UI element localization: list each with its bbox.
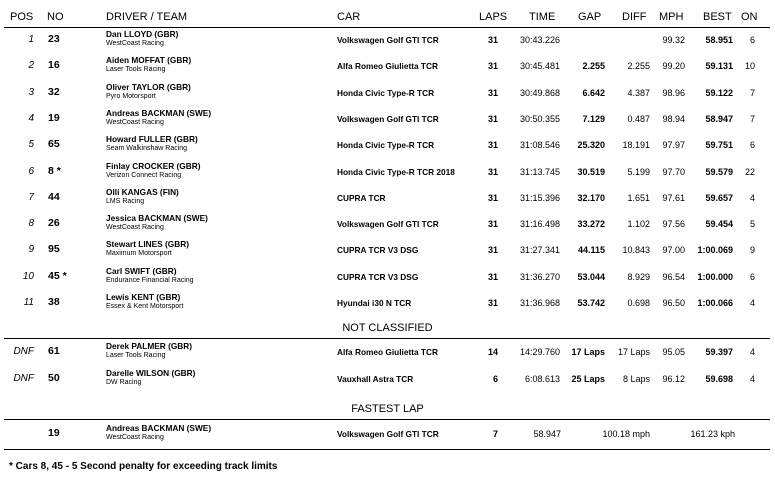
cell-team: LMS Racing bbox=[106, 197, 145, 205]
cell-driver: Darelle WILSON (GBR) bbox=[106, 368, 196, 378]
cell-gap: 25 Laps bbox=[571, 374, 605, 384]
cell-best: 59.397 bbox=[705, 347, 733, 357]
cell-gap: 2.255 bbox=[582, 61, 605, 72]
cell-gap: 7.129 bbox=[582, 113, 605, 124]
cell-car: Vauxhall Astra TCR bbox=[337, 374, 414, 384]
cell-on: 6 bbox=[749, 140, 755, 151]
cell-time: 31:15.396 bbox=[519, 192, 560, 203]
cell-driver: Stewart LINES (GBR) bbox=[106, 239, 189, 250]
cell-time: 31:36.968 bbox=[519, 298, 560, 308]
cell-mph: 95.05 bbox=[662, 347, 685, 357]
cell-driver: Derek PALMER (GBR) bbox=[106, 341, 193, 351]
cell-no: 65 bbox=[48, 138, 60, 151]
fastest-lap-car: Volkswagen Golf GTI TCR bbox=[337, 429, 439, 439]
cell-time: 31:08.546 bbox=[519, 140, 560, 151]
cell-best: 59.131 bbox=[705, 61, 733, 72]
cell-driver: Finlay CROCKER (GBR) bbox=[106, 160, 201, 171]
cell-pos: 8 bbox=[28, 218, 34, 230]
cell-time: 30:49.868 bbox=[519, 87, 560, 98]
cell-best: 59.657 bbox=[705, 192, 733, 203]
cell-best: 1:00.000 bbox=[697, 271, 733, 282]
header-no: NO bbox=[47, 11, 64, 23]
cell-no: 16 bbox=[48, 59, 60, 72]
header-best: BEST bbox=[703, 11, 732, 23]
table-row bbox=[0, 132, 775, 158]
cell-car: Honda Civic Type-R TCR bbox=[337, 140, 435, 151]
cell-mph: 97.97 bbox=[662, 140, 685, 151]
cell-pos: DNF bbox=[13, 373, 34, 384]
cell-laps: 31 bbox=[487, 219, 498, 230]
cell-pos: 3 bbox=[28, 86, 34, 98]
cell-laps: 31 bbox=[487, 113, 498, 124]
cell-team: Maximum Motorsport bbox=[106, 250, 172, 258]
cell-pos: 5 bbox=[28, 139, 34, 151]
cell-on: 4 bbox=[749, 347, 755, 357]
cell-laps: 31 bbox=[487, 61, 498, 72]
cell-best: 58.947 bbox=[705, 113, 733, 124]
cell-no: 38 bbox=[48, 296, 60, 308]
cell-time: 31:36.270 bbox=[519, 271, 560, 282]
header-diff: DIFF bbox=[622, 11, 647, 23]
cell-team: Laser Tools Racing bbox=[106, 352, 166, 359]
cell-driver: Jessica BACKMAN (SWE) bbox=[106, 213, 208, 224]
cell-car: Alfa Romeo Giulietta TCR bbox=[337, 347, 438, 357]
header-pos: POS bbox=[10, 11, 34, 23]
cell-team: WestCoast Racing bbox=[106, 40, 164, 47]
header-on: ON bbox=[741, 11, 758, 23]
cell-pos: 1 bbox=[28, 34, 34, 45]
cell-time: 30:45.481 bbox=[519, 61, 560, 72]
cell-best: 59.454 bbox=[705, 219, 733, 230]
cell-diff: 2.255 bbox=[627, 61, 650, 72]
fastest-lap-row bbox=[0, 421, 775, 447]
cell-gap: 6.642 bbox=[582, 87, 605, 98]
cell-laps: 14 bbox=[487, 347, 498, 357]
cell-pos: 7 bbox=[28, 191, 34, 203]
cell-no: 50 bbox=[48, 372, 60, 384]
cell-mph: 96.12 bbox=[662, 374, 685, 384]
cell-laps: 31 bbox=[487, 140, 498, 151]
header-gap: GAP bbox=[578, 11, 602, 23]
cell-driver: Carl SWIFT (GBR) bbox=[106, 265, 177, 276]
cell-diff: 5.199 bbox=[627, 166, 650, 177]
cell-team: WestCoast Racing bbox=[106, 118, 164, 126]
results-header bbox=[0, 9, 775, 27]
cell-driver: Olli KANGAS (FIN) bbox=[106, 186, 179, 197]
cell-on: 9 bbox=[749, 245, 755, 256]
cell-driver: Dan LLOYD (GBR) bbox=[106, 29, 179, 39]
fastest-lap-time: 58.947 bbox=[533, 429, 561, 439]
cell-gap: 33.272 bbox=[577, 219, 605, 230]
cell-time: 6:08.613 bbox=[524, 374, 560, 384]
fastest-lap-kph: 161.23 kph bbox=[690, 429, 735, 439]
cell-pos: 11 bbox=[23, 297, 34, 308]
table-row bbox=[0, 80, 775, 106]
cell-time: 31:27.341 bbox=[519, 245, 560, 256]
cell-mph: 97.00 bbox=[662, 245, 685, 256]
cell-gap: 30.519 bbox=[577, 166, 605, 177]
cell-team: Seam Walkinshaw Racing bbox=[106, 145, 188, 153]
cell-no: 45 * bbox=[48, 269, 67, 282]
table-row bbox=[0, 339, 775, 365]
cell-diff: 1.102 bbox=[627, 219, 650, 230]
cell-best: 58.951 bbox=[705, 35, 733, 45]
cell-pos: DNF bbox=[13, 346, 34, 357]
cell-car: Honda Civic Type-R TCR bbox=[337, 87, 435, 98]
cell-on: 7 bbox=[749, 113, 755, 124]
cell-best: 59.579 bbox=[705, 166, 733, 177]
cell-car: CUPRA TCR V3 DSG bbox=[337, 271, 419, 282]
fastest-lap-team: WestCoast Racing bbox=[106, 434, 164, 441]
not-classified-heading: NOT CLASSIFIED bbox=[342, 322, 433, 334]
cell-driver: Aiden MOFFAT (GBR) bbox=[106, 55, 192, 66]
cell-on: 22 bbox=[744, 166, 755, 177]
cell-gap: 53.742 bbox=[577, 298, 605, 308]
cell-no: 95 bbox=[48, 243, 60, 256]
cell-mph: 96.50 bbox=[662, 298, 685, 308]
cell-driver: Lewis KENT (GBR) bbox=[106, 292, 181, 302]
table-row bbox=[0, 237, 775, 263]
cell-time: 30:43.226 bbox=[519, 35, 560, 45]
cell-mph: 98.96 bbox=[662, 87, 685, 98]
table-row bbox=[0, 366, 775, 392]
cell-on: 4 bbox=[749, 374, 755, 384]
cell-laps: 31 bbox=[487, 35, 498, 45]
fastest-lap-lap: 7 bbox=[492, 429, 498, 439]
cell-time: 31:16.498 bbox=[519, 219, 560, 230]
cell-on: 4 bbox=[749, 298, 755, 308]
cell-team: Laser Tools Racing bbox=[106, 66, 166, 74]
table-row bbox=[0, 53, 775, 79]
cell-laps: 31 bbox=[487, 87, 498, 98]
cell-no: 26 bbox=[48, 217, 60, 230]
cell-mph: 97.70 bbox=[662, 166, 685, 177]
cell-best: 59.698 bbox=[705, 374, 733, 384]
table-row bbox=[0, 27, 775, 53]
cell-team: WestCoast Racing bbox=[106, 224, 164, 232]
cell-no: 19 bbox=[48, 111, 60, 124]
penalty-footnote: * Cars 8, 45 - 5 Second penalty for exceeding track limits bbox=[9, 461, 278, 472]
cell-no: 8 * bbox=[48, 164, 61, 177]
cell-diff: 0.487 bbox=[627, 113, 650, 124]
cell-car: Volkswagen Golf GTI TCR bbox=[337, 35, 439, 45]
header-driver: DRIVER / TEAM bbox=[106, 11, 188, 23]
cell-car: CUPRA TCR V3 DSG bbox=[337, 245, 419, 256]
table-row bbox=[0, 290, 775, 316]
cell-laps: 6 bbox=[492, 374, 498, 384]
cell-mph: 97.61 bbox=[662, 192, 685, 203]
cell-diff: 4.387 bbox=[627, 87, 650, 98]
cell-driver: Howard FULLER (GBR) bbox=[106, 134, 198, 145]
cell-best: 1:00.069 bbox=[697, 245, 733, 256]
cell-time: 14:29.760 bbox=[519, 347, 560, 357]
cell-driver: Andreas BACKMAN (SWE) bbox=[106, 107, 212, 118]
fastest-lap-divider bbox=[4, 419, 770, 420]
fastest-lap-bottom-divider bbox=[4, 449, 770, 450]
fastest-lap-driver: Andreas BACKMAN (SWE) bbox=[106, 423, 212, 433]
cell-mph: 99.32 bbox=[662, 35, 685, 45]
cell-on: 4 bbox=[749, 192, 755, 203]
cell-team: DW Racing bbox=[106, 379, 142, 386]
cell-mph: 97.56 bbox=[662, 219, 685, 230]
cell-pos: 2 bbox=[28, 60, 34, 72]
cell-gap: 32.170 bbox=[577, 192, 605, 203]
cell-diff: 18.191 bbox=[622, 140, 650, 151]
cell-laps: 31 bbox=[487, 166, 498, 177]
cell-laps: 31 bbox=[487, 192, 498, 203]
cell-on: 5 bbox=[749, 219, 755, 230]
fastest-lap-heading: FASTEST LAP bbox=[351, 403, 424, 415]
cell-laps: 31 bbox=[487, 298, 498, 308]
header-time: TIME bbox=[529, 11, 556, 23]
cell-pos: 9 bbox=[28, 244, 34, 256]
table-row bbox=[0, 264, 775, 290]
cell-best: 59.751 bbox=[705, 140, 733, 151]
cell-no: 23 bbox=[48, 33, 60, 45]
cell-car: Alfa Romeo Giulietta TCR bbox=[337, 61, 438, 72]
cell-car: CUPRA TCR bbox=[337, 192, 386, 203]
cell-diff: 8 Laps bbox=[622, 374, 650, 384]
cell-pos: 4 bbox=[28, 112, 34, 124]
cell-gap: 25.320 bbox=[577, 140, 605, 151]
cell-driver: Oliver TAYLOR (GBR) bbox=[106, 81, 191, 92]
cell-team: Pyro Motorsport bbox=[106, 92, 156, 100]
cell-car: Hyundai i30 N TCR bbox=[337, 298, 412, 308]
cell-on: 6 bbox=[749, 35, 755, 45]
cell-team: Verizon Connect Racing bbox=[106, 171, 182, 179]
cell-best: 59.122 bbox=[705, 87, 733, 98]
cell-gap: 53.044 bbox=[577, 271, 605, 282]
cell-no: 32 bbox=[48, 85, 60, 98]
cell-best: 1:00.066 bbox=[697, 298, 733, 308]
cell-on: 7 bbox=[749, 87, 755, 98]
fastest-lap-mph: 100.18 mph bbox=[602, 429, 650, 439]
cell-mph: 99.20 bbox=[662, 61, 685, 72]
cell-diff: 10.843 bbox=[622, 245, 650, 256]
cell-pos: 6 bbox=[28, 165, 34, 177]
cell-gap: 44.115 bbox=[577, 245, 605, 256]
cell-pos: 10 bbox=[22, 270, 34, 282]
cell-team: Essex & Kent Motorsport bbox=[106, 303, 184, 310]
table-row bbox=[0, 106, 775, 132]
cell-diff: 0.698 bbox=[627, 298, 650, 308]
cell-time: 30:50.355 bbox=[519, 113, 560, 124]
fastest-lap-no: 19 bbox=[48, 427, 60, 439]
header-mph: MPH bbox=[659, 11, 684, 23]
cell-on: 6 bbox=[749, 271, 755, 282]
table-row bbox=[0, 185, 775, 211]
cell-mph: 96.54 bbox=[662, 271, 685, 282]
cell-car: Volkswagen Golf GTI TCR bbox=[337, 219, 439, 230]
cell-no: 44 bbox=[48, 190, 60, 203]
header-laps: LAPS bbox=[479, 11, 508, 23]
cell-car: Honda Civic Type-R TCR 2018 bbox=[337, 166, 455, 177]
cell-no: 61 bbox=[48, 345, 60, 357]
cell-gap: 17 Laps bbox=[571, 347, 605, 357]
cell-diff: 1.651 bbox=[627, 192, 650, 203]
cell-laps: 31 bbox=[487, 271, 498, 282]
cell-diff: 8.929 bbox=[627, 271, 650, 282]
cell-time: 31:13.745 bbox=[519, 166, 560, 177]
cell-diff: 17 Laps bbox=[617, 347, 650, 357]
cell-team: Endurance Financial Racing bbox=[106, 276, 194, 284]
table-row bbox=[0, 211, 775, 237]
cell-on: 10 bbox=[744, 61, 755, 72]
header-car: CAR bbox=[337, 11, 361, 23]
cell-mph: 98.94 bbox=[662, 113, 685, 124]
cell-laps: 31 bbox=[487, 245, 498, 256]
cell-car: Volkswagen Golf GTI TCR bbox=[337, 113, 439, 124]
table-row bbox=[0, 159, 775, 185]
